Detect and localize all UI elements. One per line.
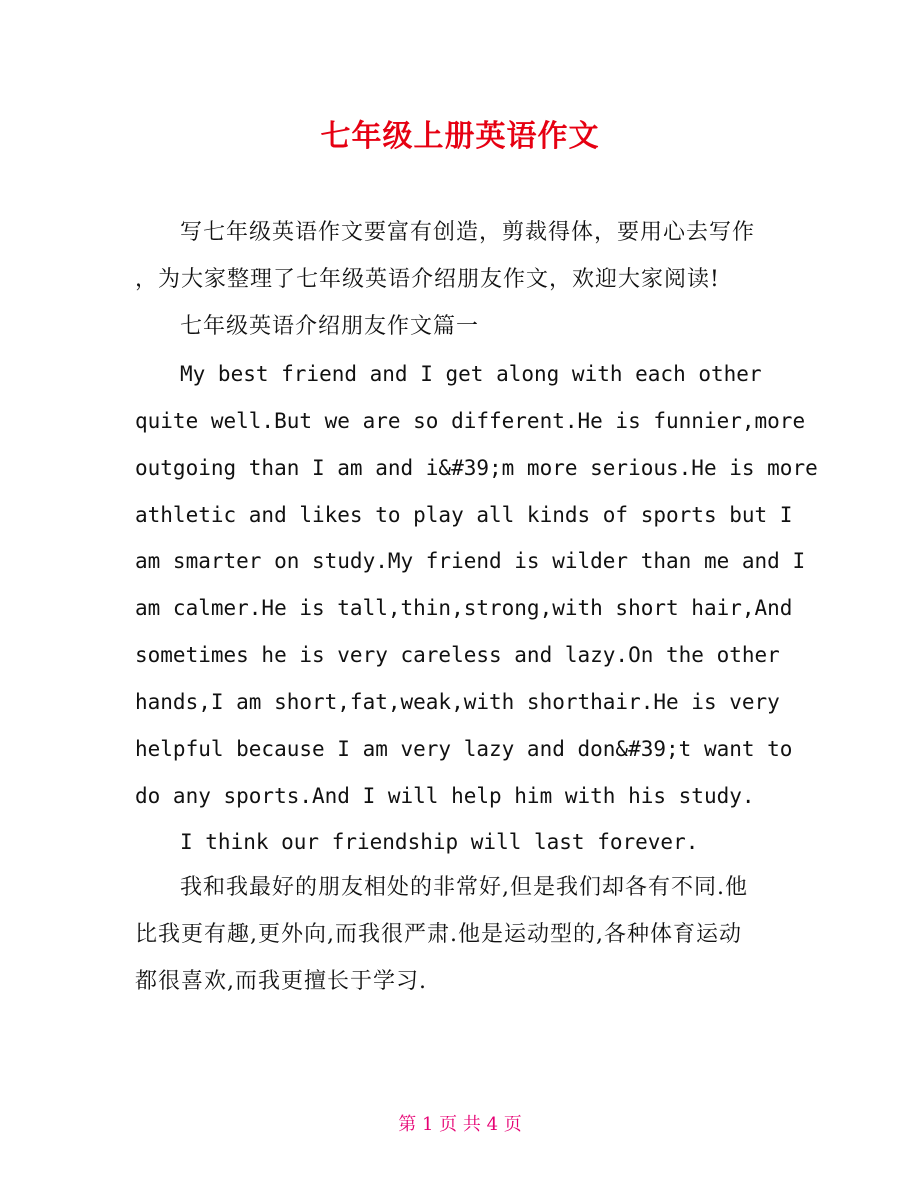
paragraph-line-2: ，为大家整理了七年级英语介绍朋友作文，欢迎大家阅读! [135,267,720,292]
paragraph-line-en-6: am calmer.He is tall,thin,strong,with short hair,And [135,596,793,620]
paragraph-line-cn-3: 都很喜欢,而我更擅长于学习. [135,969,427,994]
page-footer: 第 1 页 共 4 页 [398,1114,522,1135]
paragraph-line-1: 写七年级英语作文要富有创造，剪裁得体，要用心去写作 [180,220,756,245]
paragraph-line-cn-1: 我和我最好的朋友相处的非常好,但是我们却各有不同.他 [180,875,748,900]
paragraph-line-en-5: am smarter on study.My friend is wilder than me and I [135,549,806,573]
paragraph-line-cn-2: 比我更有趣,更外向,而我很严肃.他是运动型的,各种体育运动 [135,922,742,947]
paragraph-line-en-8: hands,I am short,fat,weak,with shorthair.He is very [135,690,780,714]
paragraph-line-en-11: I think our friendship will last forever. [180,830,699,854]
paragraph-line-en-7: sometimes he is very careless and lazy.On the other [135,643,780,667]
paragraph-line-en-1: My best friend and I get along with each other [180,362,762,386]
paragraph-line-en-4: athletic and likes to play all kinds of sports but I [135,503,793,527]
paragraph-line-en-2: quite well.But we are so different.He is funnier,more [135,409,806,433]
section-heading: 七年级英语介绍朋友作文篇一 [180,314,480,339]
paragraph-line-en-3: outgoing than I am and i&#39;m more serious.He is more [135,456,818,480]
paragraph-line-en-9: helpful because I am very lazy and don&#39;t want to [135,737,793,761]
paragraph-line-en-10: do any sports.And I will help him with his study. [135,784,755,808]
document-title: 七年级上册英语作文 [320,119,600,154]
